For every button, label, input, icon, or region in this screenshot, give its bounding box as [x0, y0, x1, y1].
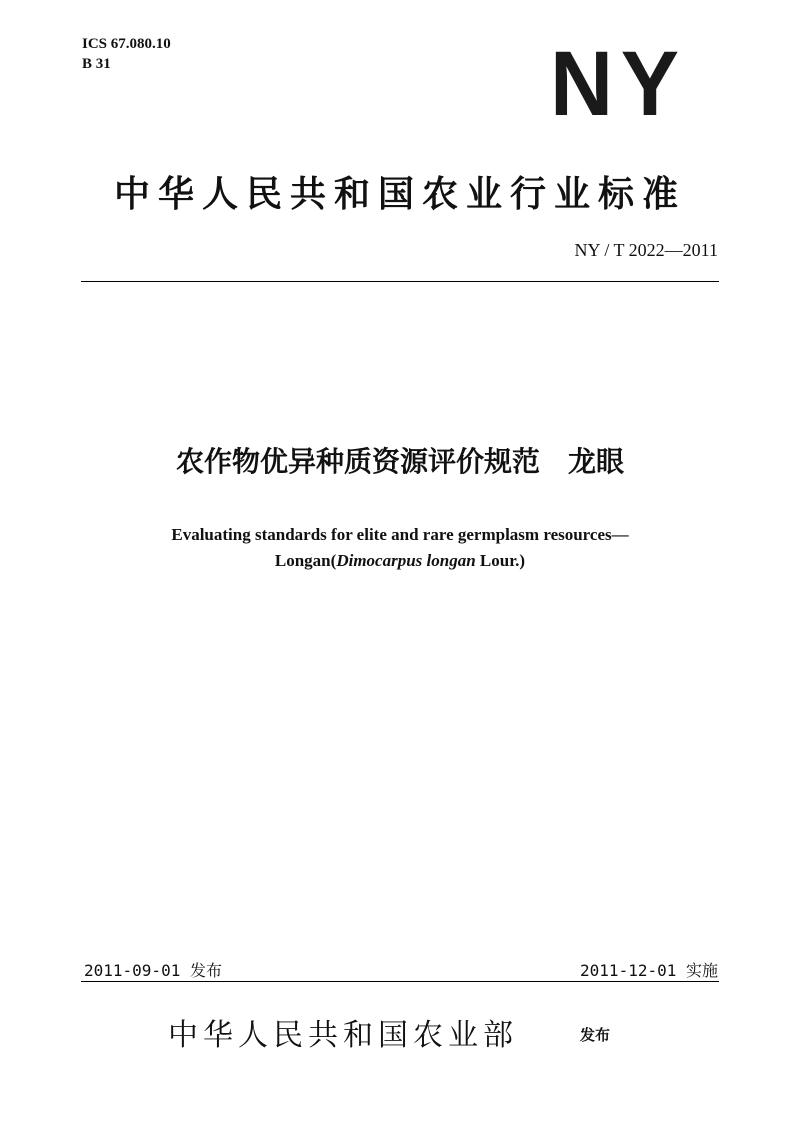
english-title-line1: Evaluating standards for elite and rare germplasm resources— — [171, 525, 629, 544]
standard-number: NY / T 2022—2011 — [574, 240, 718, 260]
issue-date: 2011-09-01 发布 — [84, 961, 222, 980]
issued-label: 发布 — [580, 1026, 611, 1044]
top-divider — [81, 281, 719, 282]
english-title-line2 — [80, 548, 720, 574]
chinese-title: 农作物优异种质资源评价规范 龙眼 — [175, 445, 624, 478]
standard-category-heading: 中华人民共和国农业行业标准 — [113, 174, 686, 215]
issuing-authority: 中华人民共和国农业部 — [168, 1018, 518, 1053]
ics-code: ICS 67.080.10 — [82, 36, 171, 52]
ny-logo: NY — [550, 33, 687, 135]
classification-codes — [82, 34, 171, 74]
english-title — [80, 522, 720, 574]
english-title-prefix: Longan( — [274, 551, 337, 570]
english-title-suffix: Lour.) — [475, 551, 526, 570]
species-name: Dimocarpus longan — [336, 551, 476, 570]
bottom-divider — [81, 981, 719, 982]
ccs-code: B 31 — [82, 56, 111, 72]
implementation-date: 2011-12-01 实施 — [580, 961, 718, 980]
